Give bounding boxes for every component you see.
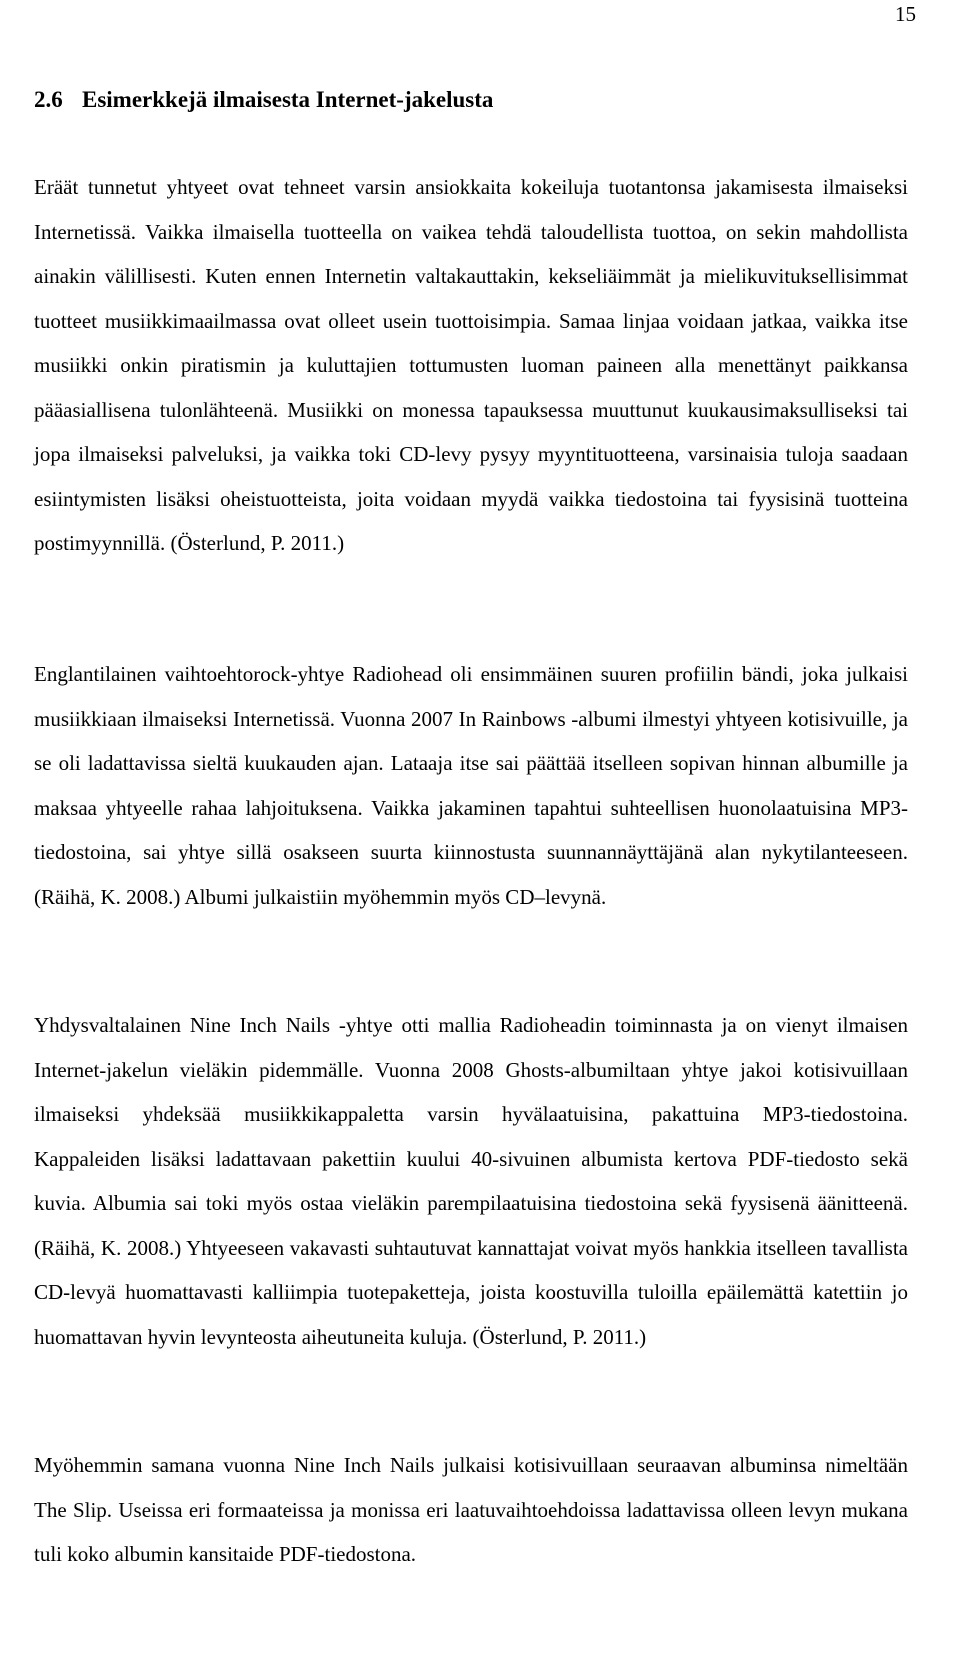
paragraph-radiohead: Englantilainen vaihtoehtorock-yhtye Radiohead oli ensimmäinen suuren profiilin bändi, joka julkaisi musiikkiaan ilmaiseksi Internetissä. Vuonna 2007 In Rainbows -albumi ilmestyi yhtyeen kotisivuille, ja se oli ladattavissa sieltä kuukauden ajan. Lataaja itse sai päättää itselleen sopivan hinnan albumille ja maksaa yhtyeelle rahaa lahjoituksena. Vaikka jakaminen tapahtui suhteellisen huonolaatuisina MP3-tiedostoina, sai yhtye sillä osakseen suurta kiinnostusta suunnannäyttäjänä alan nykytilanteeseen. (Räihä, K. 2008.) Albumi julkaistiin myöhemmin myös CD–levynä. xyxy=(34,662,908,909)
paragraph-nine-inch-nails: Yhdysvaltalainen Nine Inch Nails -yhtye otti mallia Radioheadin toiminnasta ja on vienyt ilmaisen Internet-jakelun vieläkin pidemmälle. Vuonna 2008 Ghosts-albumiltaan yhtye jakoi kotisivuillaan ilmaiseksi yhdeksää musiikkikappaletta varsin hyvälaatuisina, pakattuina MP3-tiedostoina. Kappaleiden lisäksi ladattavaan pakettiin kuului 40-sivuinen albumista kertova PDF-tiedosto sekä kuvia. Albumia sai toki myös ostaa vieläkin parempilaatuisina tiedostoina sekä fyysisenä äänitteenä. (Räihä, K. 2008.) Yhtyeeseen vakavasti suhtautuvat kannattajat voivat myös hankkia itselleen tavallista CD-levyä huomattavasti kalliimpia tuotepaketteja, joista koostuvilla tuloilla epäilemättä katettiin jo huomattavan hyvin levynteosta aiheutuneita kuluja. (Österlund, P. 2011.) xyxy=(34,1013,908,1349)
page-number: 15 xyxy=(895,2,916,26)
paragraph-the-slip: Myöhemmin samana vuonna Nine Inch Nails julkaisi kotisivuillaan seuraavan albuminsa nimeltään The Slip. Useissa eri formaateissa ja monissa eri laatuvaihtoehdoissa ladattavissa olleen levyn mukana tuli koko albumin kansitaide PDF-tiedostona. xyxy=(34,1453,908,1566)
section-title: Esimerkkejä ilmaisesta Internet-jakelusta xyxy=(82,87,494,112)
section-number: 2.6 xyxy=(34,87,63,112)
section-heading xyxy=(34,86,493,114)
paragraph-intro: Eräät tunnetut yhtyeet ovat tehneet varsin ansiokkaita kokeiluja tuotantonsa jakamisesta ilmaiseksi Internetissä. Vaikka ilmaisella tuotteella on vaikea tehdä taloudellista tuottoa, on sekin mahdollista ainakin välillisesti. Kuten ennen Internetin valtakauttakin, kekseliäimmät ja mielikuvituksellisimmat tuotteet musiikkimaailmassa ovat olleet usein tuottoisimpia. Samaa linjaa voidaan jatkaa, vaikka itse musiikki onkin piratismin ja kuluttajien tottumusten luoman paineen alla menettänyt paikkansa pääasiallisena tulonlähteenä. Musiikki on monessa tapauksessa muuttunut kuukausimaksulliseksi tai jopa ilmaiseksi palveluksi, ja vaikka toki CD-levy pysyy myyntituotteena, varsinaisia tuloja saadaan esiintymisten lisäksi oheistuotteista, joita voidaan myydä vaikka tiedostoina tai fyysisinä tuotteina postimyynnillä. (Österlund, P. 2011.) xyxy=(34,175,908,555)
